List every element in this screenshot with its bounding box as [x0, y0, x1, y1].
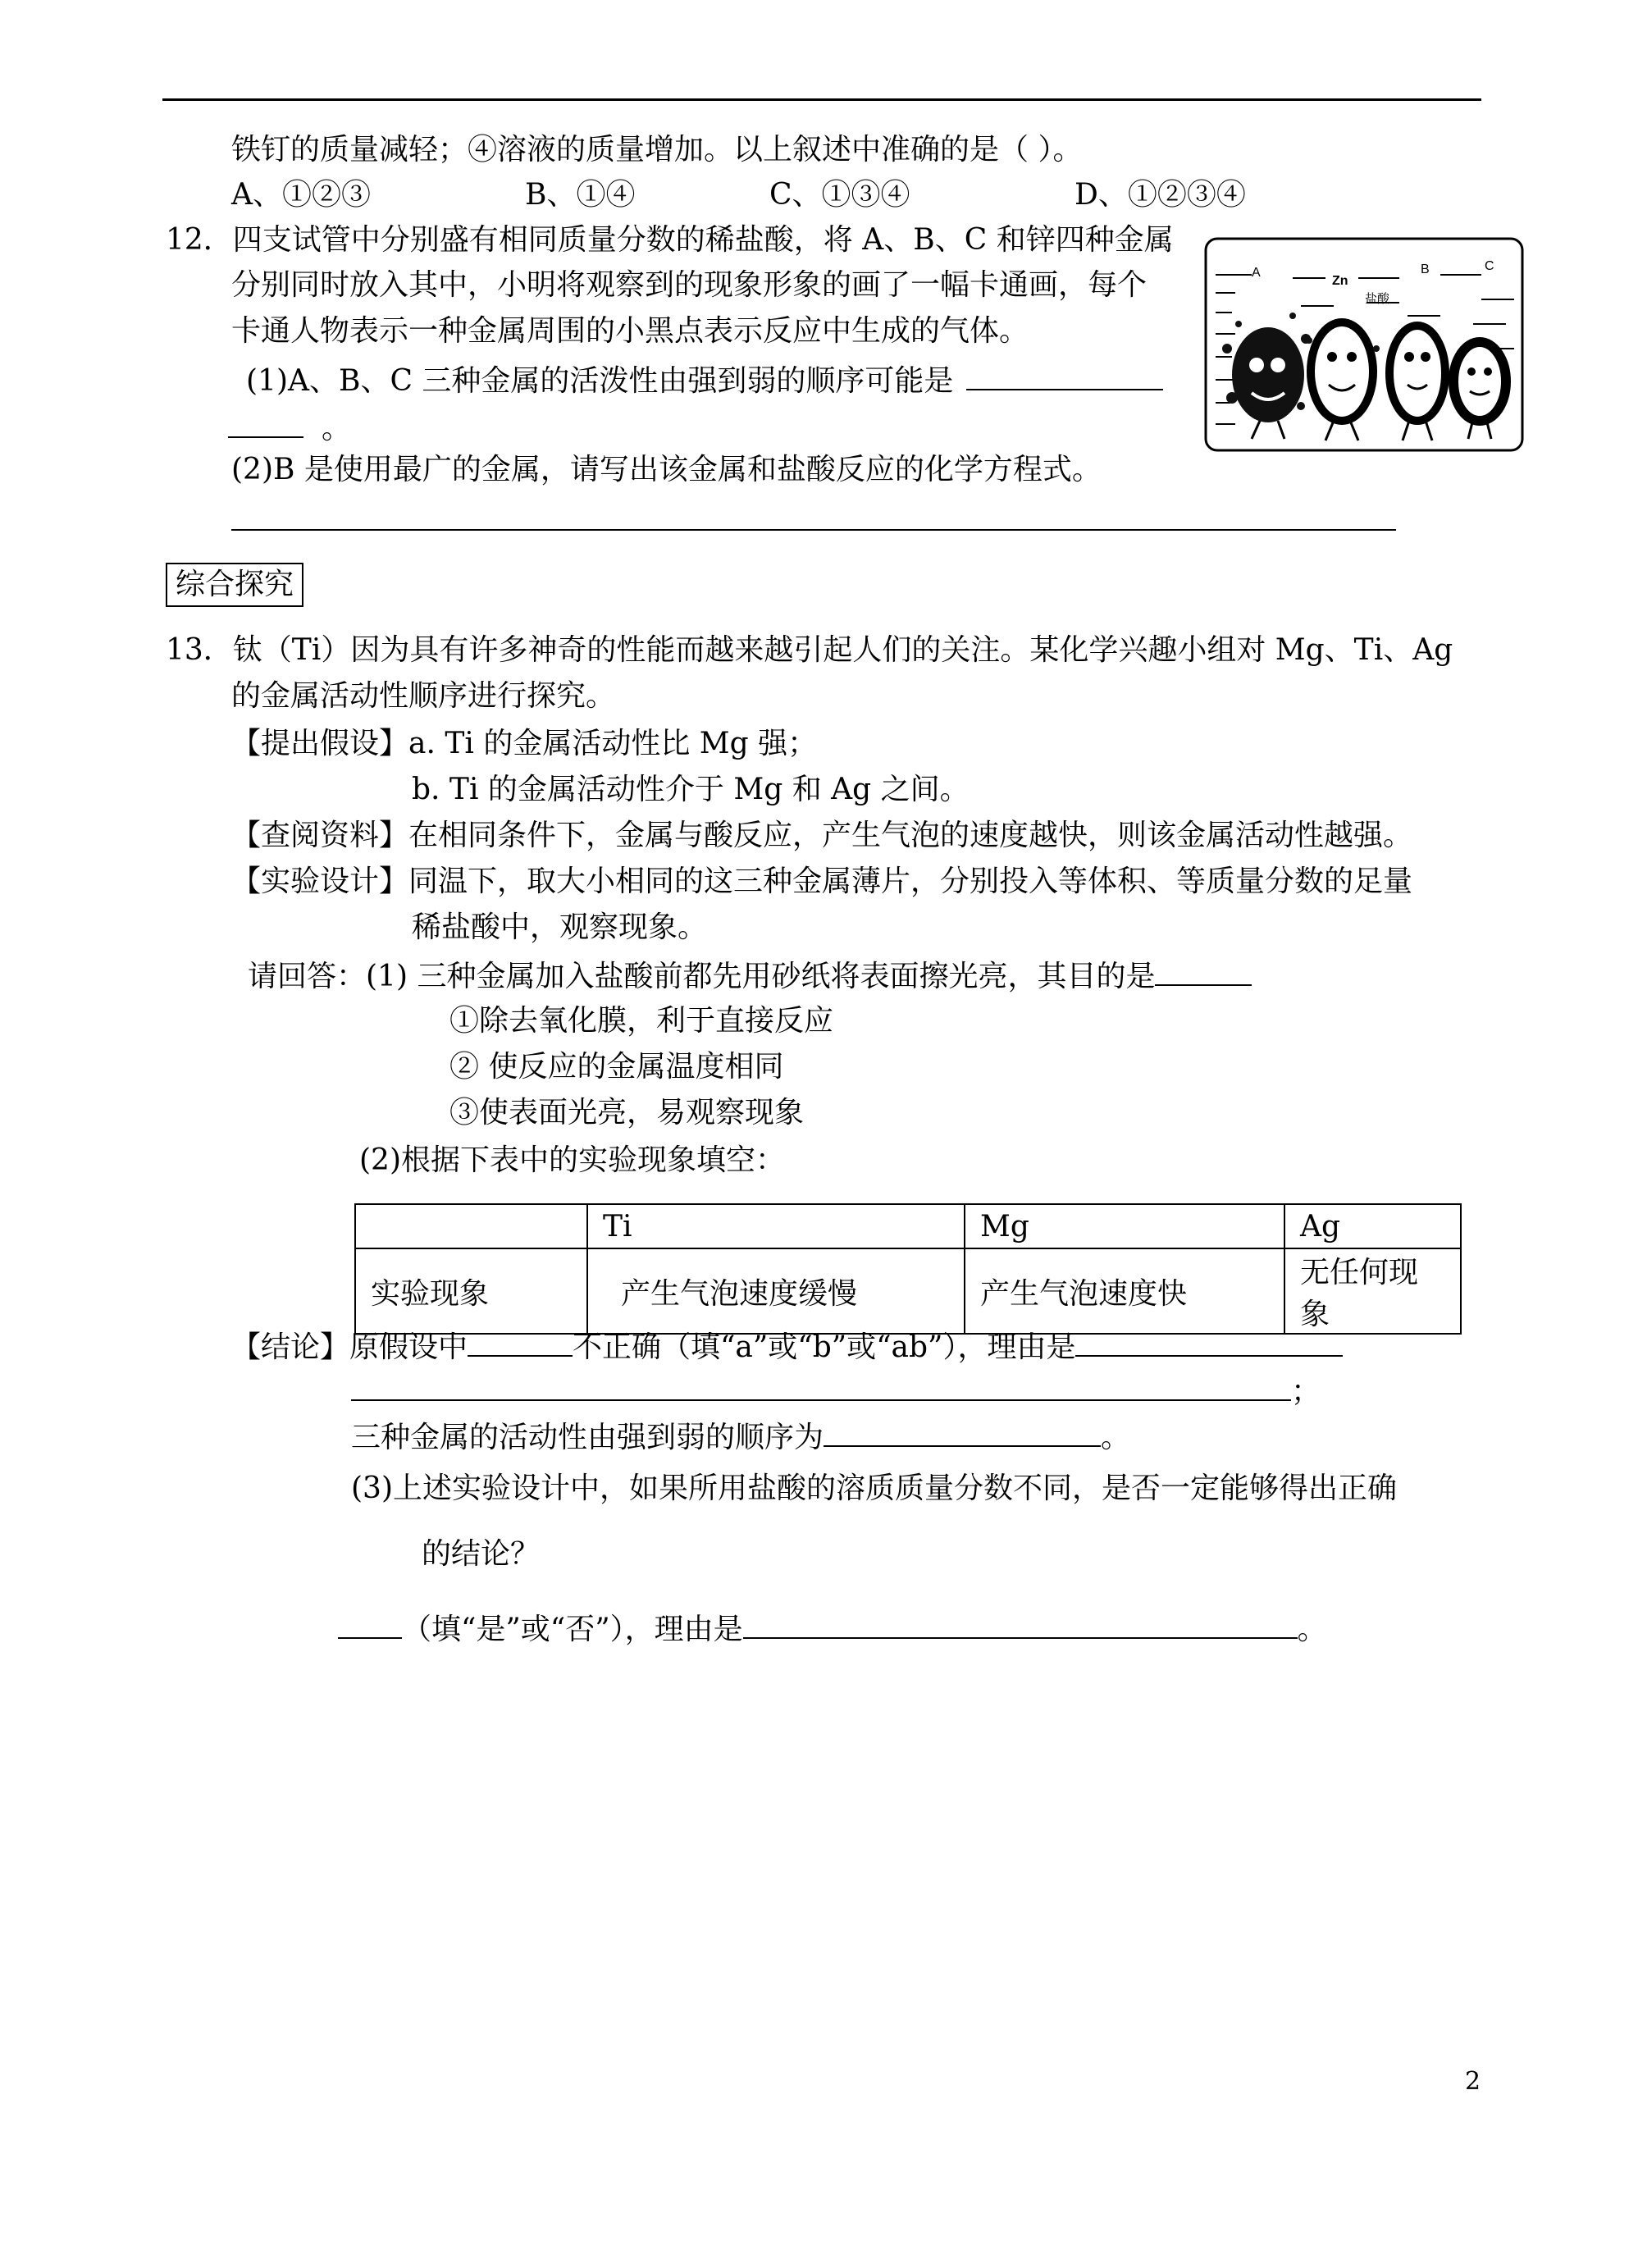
q13-hypothesis-a: 【提出假设】a. Ti 的金属活动性比 Mg 强；: [231, 727, 818, 760]
metal-cartoon-figure: [1202, 234, 1526, 455]
page-number: 2: [1465, 2067, 1481, 2096]
q13-question-3-answer-end: 。: [1297, 1613, 1327, 1646]
q11-option-a: A、①②③: [231, 178, 371, 212]
q11-option-c: C、①③④: [769, 178, 910, 212]
q13-hypothesis-b: b. Ti 的金属活动性介于 Mg 和 Ag 之间。: [412, 773, 970, 806]
q13-conclusion-blank-1[interactable]: [468, 1327, 573, 1357]
q13-line2: 的金属活动性顺序进行探究。: [231, 679, 616, 713]
q13-conclusion-order-blank[interactable]: [824, 1417, 1101, 1447]
figure-label-a: A: [1252, 266, 1261, 280]
q12-sub1-blank-continue[interactable]: [228, 408, 303, 438]
q13-conclusion-order: [351, 1417, 1130, 1457]
q13-design-line2: 稀盐酸中，观察现象。: [412, 910, 708, 944]
table-cell: 实验现象: [355, 1248, 587, 1334]
figure-label-zn: Zn: [1332, 274, 1348, 288]
q13-question-3-answer: [338, 1609, 1327, 1649]
q13-conclusion-text-b: 不正确（填“a”或“b”或“ab”），理由是: [573, 1330, 1076, 1364]
figure-label-b: B: [1421, 262, 1430, 276]
q12-sub1-text: (1)A、B、C 三种金属的活泼性由强到弱的顺序可能是: [246, 364, 954, 398]
q13-question-2: (2)根据下表中的实验现象填空：: [359, 1143, 785, 1177]
header-rule: [162, 98, 1481, 101]
q13-conclusion-reason-blank[interactable]: [351, 1371, 1291, 1401]
q12-sub2: (2)B 是使用最广的金属，请写出该金属和盐酸反应的化学方程式。: [231, 453, 1102, 486]
q13-question-1-blank[interactable]: [1155, 956, 1252, 986]
table-header-cell: Ag: [1284, 1204, 1461, 1248]
table-row: [355, 1248, 1461, 1334]
table-header-row: [355, 1204, 1461, 1248]
table-header-cell: Mg: [965, 1204, 1284, 1248]
q13-question-3-answer-text: （填“是”或“否”），理由是: [402, 1613, 743, 1646]
q13-question-1-text: 请回答：(1) 三种金属加入盐酸前都先用砂纸将表面擦光亮，其目的是: [248, 960, 1156, 993]
q13-conclusion-blank-2[interactable]: [1075, 1327, 1343, 1357]
q13-conclusion-text-a: 【结论】原假设中: [231, 1330, 468, 1364]
table-header-cell: Ti: [587, 1204, 965, 1248]
figure-label-c: C: [1485, 259, 1494, 273]
q12-sub1: [246, 361, 1163, 400]
q13-conclusion-order-text: 三种金属的活动性由强到弱的顺序为: [351, 1421, 824, 1454]
q13-line1: 13．钛（Ti）因为具有许多神奇的性能而越来越引起人们的关注。某化学兴趣小组对 Mg、Ti、Ag: [166, 633, 1453, 667]
figure-label-acid: 盐酸: [1365, 291, 1390, 306]
q13-design-line1: 【实验设计】同温下，取大小相同的这三种金属薄片，分别投入等体积、等质量分数的足量: [231, 865, 1413, 898]
q12-sub1-continue: [228, 408, 351, 448]
q13-conclusion-reason-line: [351, 1371, 1321, 1411]
q12-line1: 12．四支试管中分别盛有相同质量分数的稀盐酸，将 A、B、C 和锌四种金属: [166, 223, 1174, 257]
q13-reference: 【查阅资料】在相同条件下，金属与酸反应，产生气泡的速度越快，则该金属活动性越强。: [231, 819, 1413, 852]
q11-line: 铁钉的质量减轻；④溶液的质量增加。以上叙述中准确的是（ ）。: [231, 133, 1083, 167]
q13-question-3-blank-1[interactable]: [338, 1609, 402, 1639]
q13-conclusion-semicolon: ；: [1291, 1375, 1321, 1408]
table-cell: 产生气泡速度快: [965, 1248, 1284, 1334]
q13-question-3-line2: 的结论？: [422, 1537, 541, 1571]
experiment-table: [354, 1203, 1462, 1335]
q13-choice-3: ③使表面光亮，易观察现象: [449, 1096, 805, 1129]
q13-question-1: [248, 956, 1252, 996]
q13-conclusion: [231, 1327, 1343, 1367]
q12-sub1-blank[interactable]: [966, 361, 1163, 390]
q13-question-3-line1: (3)上述实验设计中，如果所用盐酸的溶质质量分数不同，是否一定能够得出正确: [351, 1472, 1397, 1505]
q12-sub2-answer-line[interactable]: [231, 529, 1396, 531]
q12-sub1-end: 。: [322, 412, 352, 445]
q11-option-d: D、①②③④: [1075, 178, 1246, 212]
q12-line2: 分别同时放入其中，小明将观察到的现象形象的画了一幅卡通画，每个: [231, 268, 1148, 302]
q11-option-b: B、①④: [525, 178, 636, 212]
table-cell: 无任何现象: [1284, 1248, 1461, 1334]
q13-conclusion-order-end: 。: [1101, 1421, 1131, 1454]
q13-question-3-blank-2[interactable]: [743, 1609, 1298, 1639]
table-header-cell: [355, 1204, 587, 1248]
section-title: 综合探究: [166, 563, 303, 607]
q12-line3: 卡通人物表示一种金属周围的小黑点表示反应中生成的气体。: [231, 314, 1029, 348]
q13-choice-2: ② 使反应的金属温度相同: [449, 1050, 784, 1084]
table-cell: 产生气泡速度缓慢: [587, 1248, 965, 1334]
q13-choice-1: ①除去氧化膜，利于直接反应: [449, 1004, 834, 1038]
